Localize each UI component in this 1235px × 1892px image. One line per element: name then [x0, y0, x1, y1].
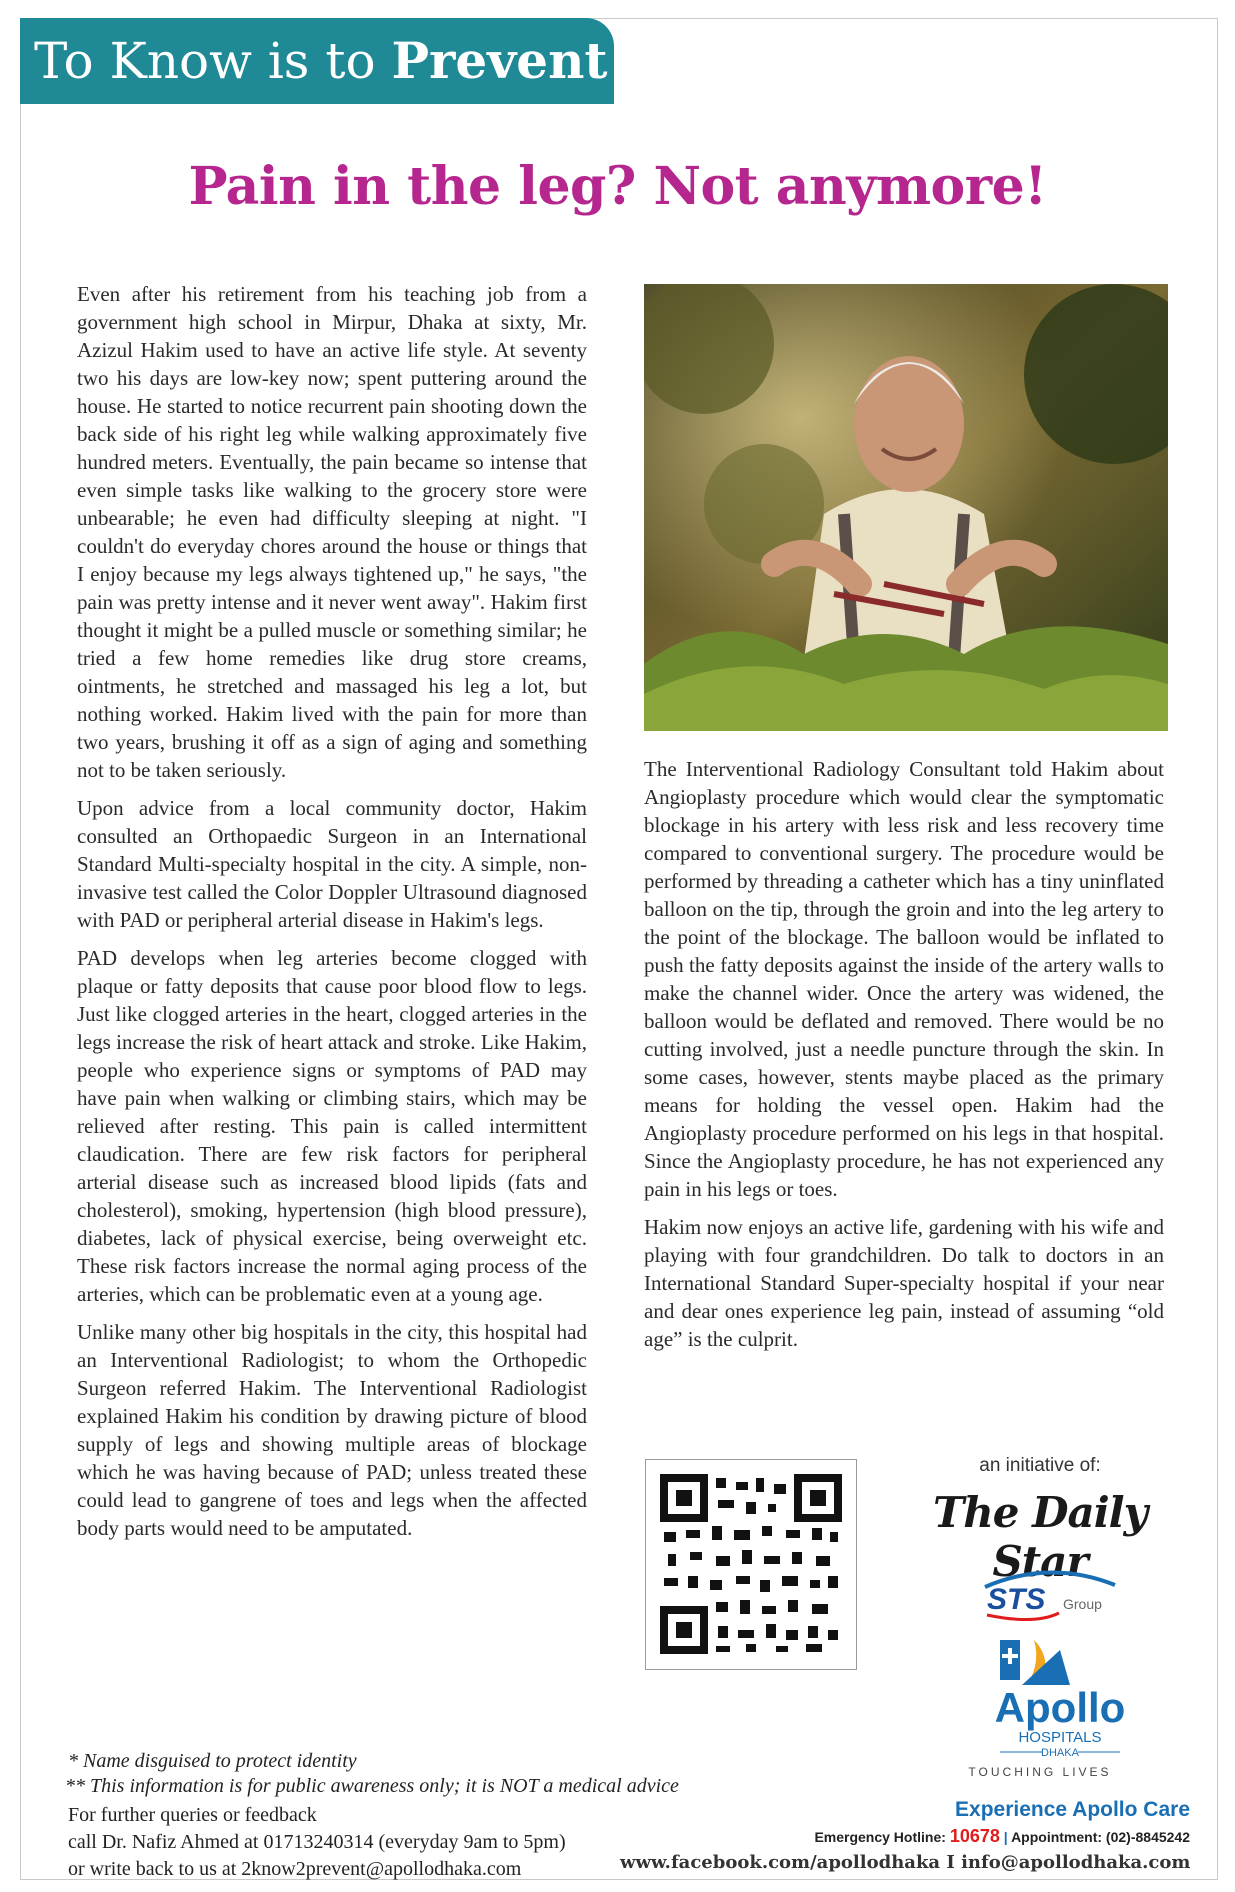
hotline-label: Emergency Hotline: [814, 1829, 946, 1845]
hotline-line [760, 1826, 1190, 1847]
apollo-hospitals-logo [960, 1630, 1160, 1780]
footnote-2: ** This information is for public awareness only; it is NOT a medical advice [65, 1775, 679, 1797]
article-headline: Pain in the leg? Not anymore! [188, 156, 1047, 217]
apollo-sub: HOSPITALS [1018, 1729, 1102, 1746]
apollo-logo-graphic [960, 1630, 1160, 1780]
qr-code-graphic [646, 1460, 856, 1669]
gardener-photo-illustration [644, 284, 1168, 731]
banner-text-regular: To Know is to [34, 32, 392, 90]
apollo-tagline: TOUCHING LIVES [968, 1765, 1112, 1779]
sts-group-text: Group [1063, 1596, 1102, 1612]
paragraph: Even after his retirement from his teaching job from a government high school in Mirpur, Dhaka at sixty, Mr. Azizul Hakim used to have an active life style. At seventy two his days are low-key now; spent puttering around the house. He started to notice recurrent pain shooting down the back side of his right leg while walking approximately five hundred meters. Eventually, the pain became so intense that even simple tasks like walking to the grocery store were unbearable; he even had difficulty sleeping at night. "I couldn't do everyday chores around the house or things that I enjoy because my legs always tightened up," he says, "the pain was pretty intense and it never went away". Hakim first thought it might be a pulled muscle or something similar; he tried a few home remedies like drug store creams, ointments, he stretched and massaged his leg a lot, but nothing worked. Hakim lived with the pain for more than two years, brushing it off as a sign of aging and something not to be taken seriously. [77, 282, 587, 782]
daily-star-logo: The Daily Star [932, 1488, 1148, 1586]
left-column [77, 280, 587, 1552]
gardener-photo [644, 284, 1168, 731]
paragraph: Hakim now enjoys an active life, gardening with his wife and playing with four grandchildren. Do talk to doctors in an International Standard Super-specialty hospital if your near and dear ones experience leg pain, instead of assuming “old age” is the culprit. [644, 1215, 1164, 1351]
hotline-number[interactable]: 10678 [949, 1826, 1000, 1846]
apollo-name: Apollo [994, 1684, 1126, 1731]
hotline-separator: | [1003, 1829, 1008, 1845]
section-banner [20, 18, 614, 104]
sts-group-logo [975, 1565, 1125, 1625]
email-link[interactable]: info@apollodhaka.com [961, 1852, 1191, 1873]
paragraph: The Interventional Radiology Consultant told Hakim about Angioplasty procedure which would clear the symptomatic blockage in his artery with less risk and less recovery time compared to conventional surgery. The procedure would be performed by threading a catheter which has a tiny uninflated balloon on the tip, through the groin and into the leg artery to the point of the blockage. The balloon would be inflated to push the fatty deposits against the inside of the artery walls to make the channel wider. Once the artery was widened, the balloon would be deflated and removed. There would be no cutting involved, just a needle puncture through the skin. In some cases, however, stents maybe placed as the primary means for holding the vessel open. Hakim had the Angioplasty procedure performed on his legs in that hospital. Since the Angioplasty procedure, he has not experienced any pain in his legs or toes. [644, 757, 1164, 1201]
feedback-email[interactable]: or write back to us at 2know2prevent@apollodhaka.com [68, 1858, 522, 1880]
sts-logo-graphic [975, 1565, 1125, 1625]
paragraph: Unlike many other big hospitals in the city, this hospital had an Interventional Radiologist; to whom the Orthopedic Surgeon referred Hakim. The Interventional Radiologist explained Hakim his condition by drawing picture of blood supply of legs and showing multiple areas of blockage which he was having because of PAD; unless treated these could lead to gangrene of toes and legs when the affected body parts would need to be amputated. [77, 1320, 587, 1540]
sts-logo-text: STS [987, 1583, 1046, 1616]
feedback-queries: For further queries or feedback [68, 1804, 317, 1826]
footnote-identity [68, 1748, 357, 1775]
facebook-link[interactable]: www.facebook.com/apollodhaka [620, 1852, 941, 1873]
qr-code[interactable] [645, 1459, 857, 1670]
banner-text-bold: Prevent [391, 31, 608, 90]
paragraph: Upon advice from a local community doctor, Hakim consulted an Orthopaedic Surgeon in an International Standard Multi-specialty hospital in the city. A simple, non-invasive test called the Color Doppler Ultrasound diagnosed with PAD or peripheral arterial disease in Hakim's legs. [77, 796, 587, 932]
appointment-number[interactable]: Appointment: (02)-8845242 [1011, 1829, 1190, 1845]
feedback-call: call Dr. Nafiz Ahmed at 01713240314 (everyday 9am to 5pm) [68, 1831, 566, 1853]
paragraph: PAD develops when leg arteries become clogged with plaque or fatty deposits that cause poor blood flow to legs. Just like clogged arteries in the heart, clogged arteries in the legs increase the risk of heart attack and stroke. Like Hakim, people who experience signs or symptoms of PAD may have pain when walking or climbing stairs, which may be relieved after resting. This pain is called intermittent claudication. There are few risk factors for peripheral arterial disease such as increased blood lipids (fats and cholesterol), smoking, hypertension (high blood pressure), diabetes, lack of physical exercise, being overweight etc. These risk factors increase the normal aging process of the arteries, which can be problematic even at a young age. [77, 946, 587, 1306]
web-contact [620, 1852, 1190, 1873]
apollo-city: DHAKA [1041, 1747, 1079, 1759]
footnote-1: * Name disguised to protect identity [68, 1750, 357, 1772]
feedback-contact [68, 1802, 566, 1883]
web-separator: I [946, 1852, 955, 1873]
right-column [644, 755, 1164, 1363]
experience-apollo-care: Experience Apollo Care [955, 1798, 1190, 1821]
initiative-label: an initiative of: [979, 1455, 1101, 1476]
